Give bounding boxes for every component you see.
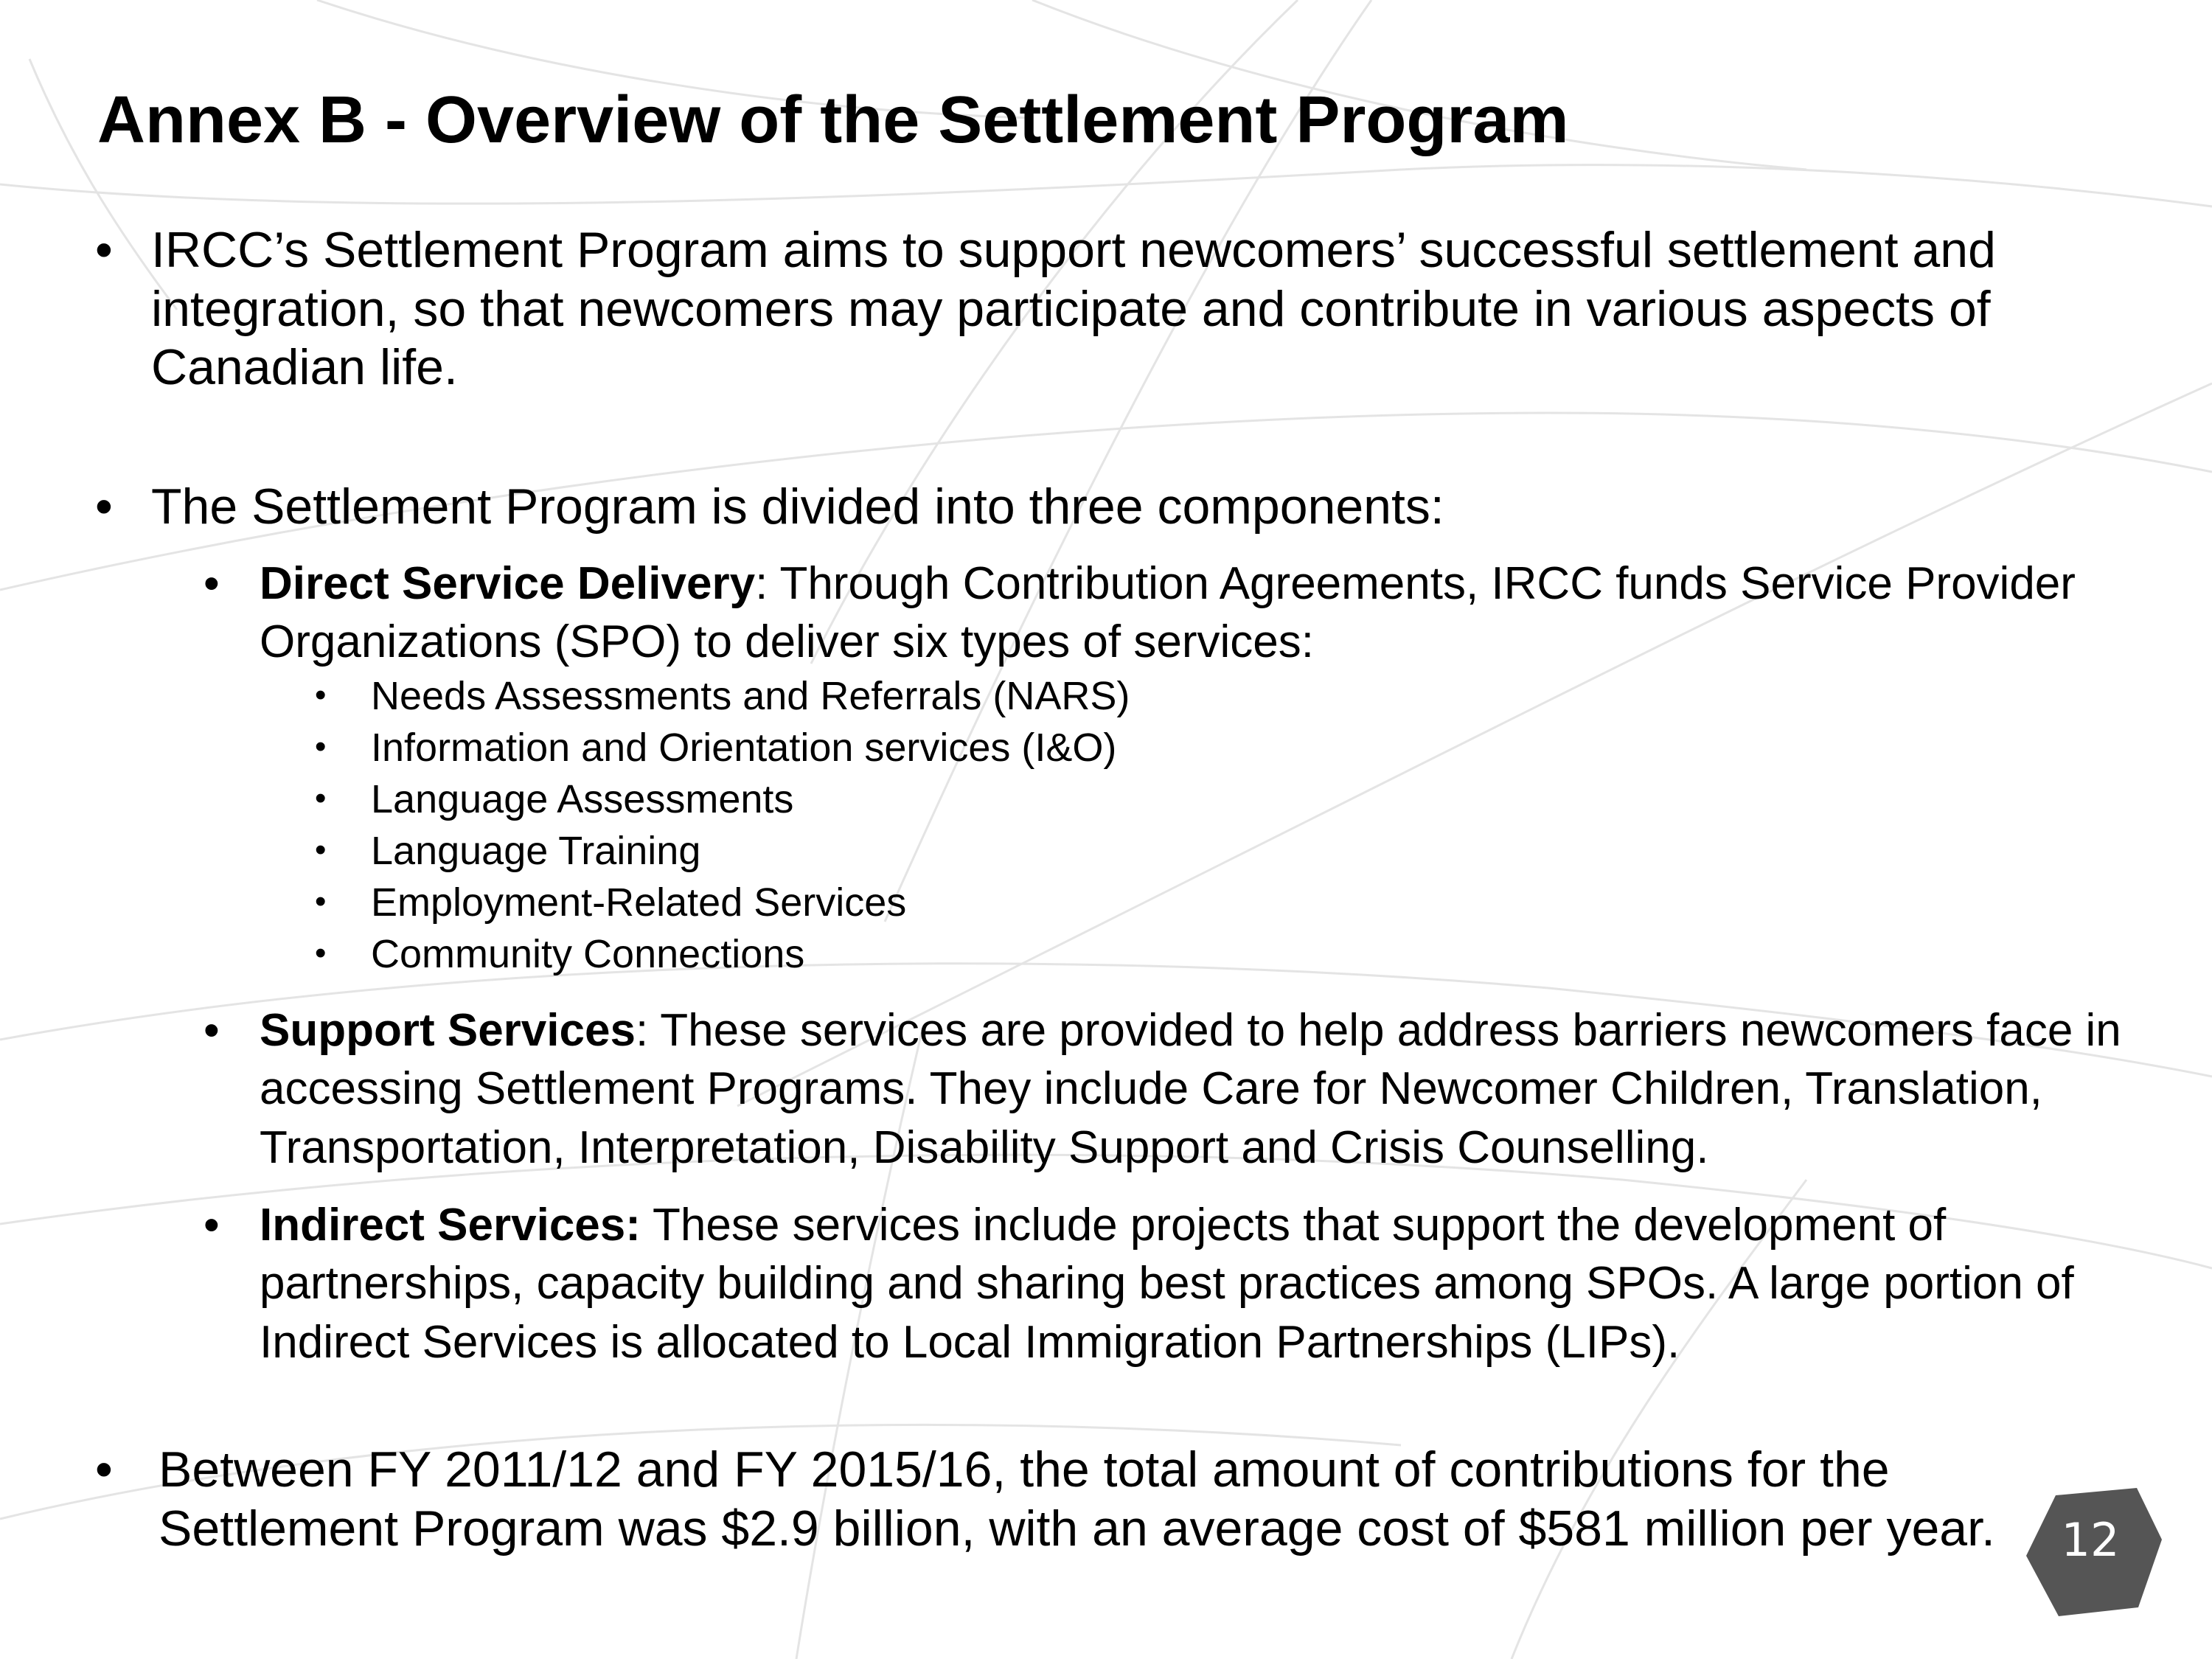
service-item-text: Needs Assessments and Referrals (NARS) <box>371 674 1130 718</box>
service-item-text: Information and Orientation services (I&O) <box>371 726 1117 770</box>
support-services-lead: Support Services <box>260 1005 636 1056</box>
bullet-dot: • <box>315 832 327 868</box>
bullet-dot: • <box>95 479 113 535</box>
page-number: 12 <box>2061 1513 2120 1567</box>
service-item-text: Community Connections <box>371 932 805 976</box>
service-item-text: Language Training <box>371 829 701 873</box>
bullet-funding-text: Between FY 2011/12 and FY 2015/16, the total amount of contributions for the Settlement Program was $2.9 billion, with an average cost of $581 million per year. <box>159 1441 1995 1557</box>
bullet-dot: • <box>315 883 327 919</box>
indirect-services-lead: Indirect Services: <box>260 1200 641 1251</box>
bullet-dot: • <box>315 935 327 971</box>
bullet-direct-service <box>204 554 2147 672</box>
service-item <box>315 673 1993 720</box>
bullet-funding <box>95 1441 2046 1558</box>
bullet-dot: • <box>204 1200 220 1251</box>
service-item <box>315 828 1993 874</box>
bullet-intro <box>95 221 2127 397</box>
bullet-support-services <box>204 1001 2147 1177</box>
bullet-intro-text: IRCC’s Settlement Program aims to support newcomers’ successful settlement and integration, so that newcomers may participate and contribute in various aspects of Canadian life. <box>151 222 1996 396</box>
bullet-dot: • <box>204 1005 220 1056</box>
service-item-text: Language Assessments <box>371 777 794 821</box>
service-item <box>315 725 1993 771</box>
bullet-dot: • <box>315 677 327 713</box>
bullet-dot: • <box>315 728 327 765</box>
bullet-components-text: The Settlement Program is divided into three components: <box>151 479 1444 535</box>
direct-service-lead: Direct Service Delivery <box>260 558 756 609</box>
bullet-components <box>95 478 2127 537</box>
bullet-indirect-services <box>204 1196 2147 1371</box>
bullet-dot: • <box>315 780 327 816</box>
service-item <box>315 880 1993 926</box>
service-item <box>315 931 1993 978</box>
indirect-services-text: These services include projects that support the development of partnerships, capacity building and sharing best practices among SPOs. A large portion of Indirect Services is allocated to Local Immigration Partnerships (LIPs). <box>260 1200 2074 1368</box>
bullet-dot: • <box>204 558 220 609</box>
direct-service-text: : Through Contribution Agreements, IRCC funds Service Provider Organizations (SPO) to deliver six types of services: <box>260 558 2076 668</box>
service-item <box>315 776 1993 823</box>
slide-title: Annex B - Overview of the Settlement Program <box>97 83 1569 157</box>
bullet-dot: • <box>95 1441 113 1498</box>
service-item-text: Employment-Related Services <box>371 880 907 925</box>
bullet-dot: • <box>95 222 113 278</box>
support-services-text: : These services are provided to help address barriers newcomers face in accessing Settlement Programs. They include Care for Newcomer Children, Translation, Transportation, Interpretation, Disability Support and Crisis Counselling. <box>260 1005 2121 1173</box>
